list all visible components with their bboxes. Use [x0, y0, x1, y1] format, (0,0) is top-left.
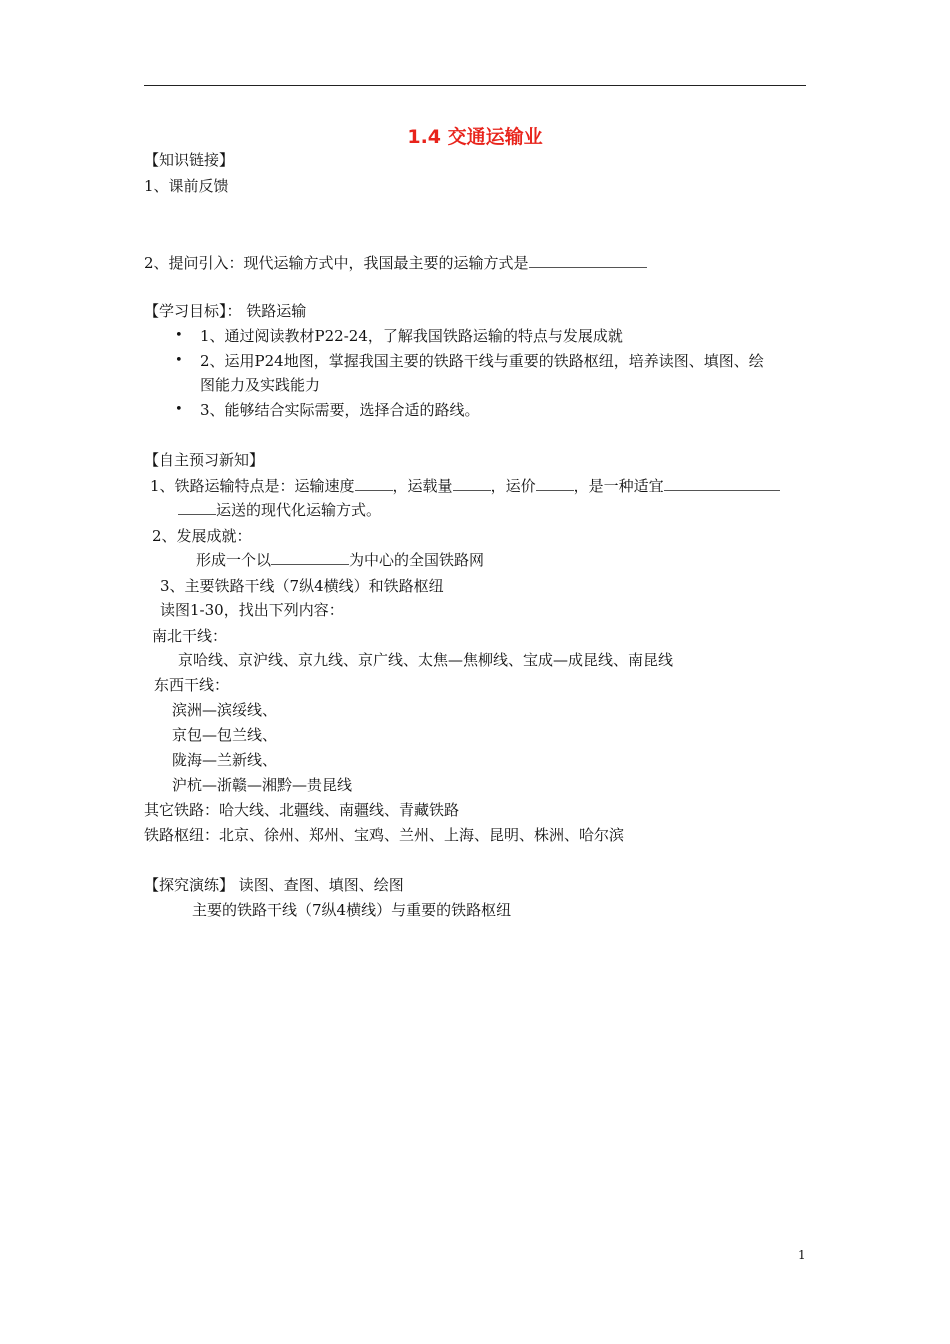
- answer-blank[interactable]: [271, 550, 349, 565]
- q1-text-c: ，运价: [490, 477, 536, 495]
- preview-q3: 3、主要铁路干线（7纵4横线）和铁路枢纽: [160, 577, 444, 595]
- ns-heading: 南北干线：: [152, 627, 228, 645]
- preview-q2-detail: [196, 550, 484, 570]
- page-title: 1.4 交通运输业: [407, 126, 543, 148]
- q2-text-b: 为中心的全国铁路网: [349, 551, 485, 569]
- q1-text-a: 1、铁路运输特点是：运输速度: [150, 477, 355, 495]
- preview-heading: 【自主预习新知】: [144, 451, 265, 469]
- objective-item-3: 3、能够结合实际需要，选择合适的路线。: [200, 401, 480, 419]
- q1-text-d: ，是一种适宜: [573, 477, 664, 495]
- q1-text-e: 运送的现代化运输方式。: [216, 501, 382, 519]
- answer-blank[interactable]: [355, 476, 393, 491]
- q2-text-a: 形成一个以: [196, 551, 272, 569]
- bullet-icon: •: [175, 402, 183, 417]
- ew-line-1: 滨洲—滨绥线、: [172, 701, 278, 719]
- objective-item-2: 2、运用P24地图，掌握我国主要的铁路干线与重要的铁路枢纽，培养读图、填图、绘: [200, 352, 764, 370]
- preview-q2: 2、发展成就：: [152, 527, 252, 545]
- knowledge-item-2-text: 2、提问引入：现代运输方式中，我国最主要的运输方式是: [144, 254, 529, 272]
- header-rule: [144, 85, 806, 86]
- preview-q1-cont: [178, 500, 381, 520]
- preview-q1: [150, 476, 780, 496]
- objective-item-2-cont: 图能力及实践能力: [200, 376, 321, 394]
- bullet-icon: •: [175, 353, 183, 368]
- answer-blank[interactable]: [178, 500, 216, 515]
- explore-heading: 【探究演练】 读图、查图、填图、绘图: [144, 876, 404, 894]
- ns-lines: 京哈线、京沪线、京九线、京广线、太焦—焦柳线、宝成—成昆线、南昆线: [178, 651, 674, 669]
- read-map-instruction: 读图1-30，找出下列内容：: [160, 601, 344, 619]
- bullet-icon: •: [175, 328, 183, 343]
- ew-line-3: 陇海—兰新线、: [172, 751, 278, 769]
- ew-heading: 东西干线：: [154, 676, 230, 694]
- ew-line-4: 沪杭—浙赣—湘黔—贵昆线: [172, 776, 353, 794]
- answer-blank[interactable]: [453, 476, 491, 491]
- knowledge-item-1: 1、课前反馈: [144, 177, 229, 195]
- knowledge-heading: 【知识链接】: [144, 151, 235, 169]
- answer-blank[interactable]: [664, 476, 780, 491]
- ew-line-2: 京包—包兰线、: [172, 726, 278, 744]
- other-railways: 其它铁路：哈大线、北疆线、南疆线、青藏铁路: [144, 801, 460, 819]
- explore-subtitle: 主要的铁路干线（7纵4横线）与重要的铁路枢纽: [192, 901, 512, 919]
- objectives-heading: 【学习目标】： 铁路运输: [144, 302, 307, 320]
- railway-hubs: 铁路枢纽：北京、徐州、郑州、宝鸡、兰州、上海、昆明、株洲、哈尔滨: [144, 826, 625, 844]
- knowledge-item-2: [144, 253, 647, 273]
- page-number: 1: [798, 1248, 806, 1262]
- answer-blank[interactable]: [529, 253, 647, 268]
- objective-item-1: 1、通过阅读教材P22-24，了解我国铁路运输的特点与发展成就: [200, 327, 623, 345]
- q1-text-b: ，运载量: [392, 477, 453, 495]
- answer-blank[interactable]: [536, 476, 574, 491]
